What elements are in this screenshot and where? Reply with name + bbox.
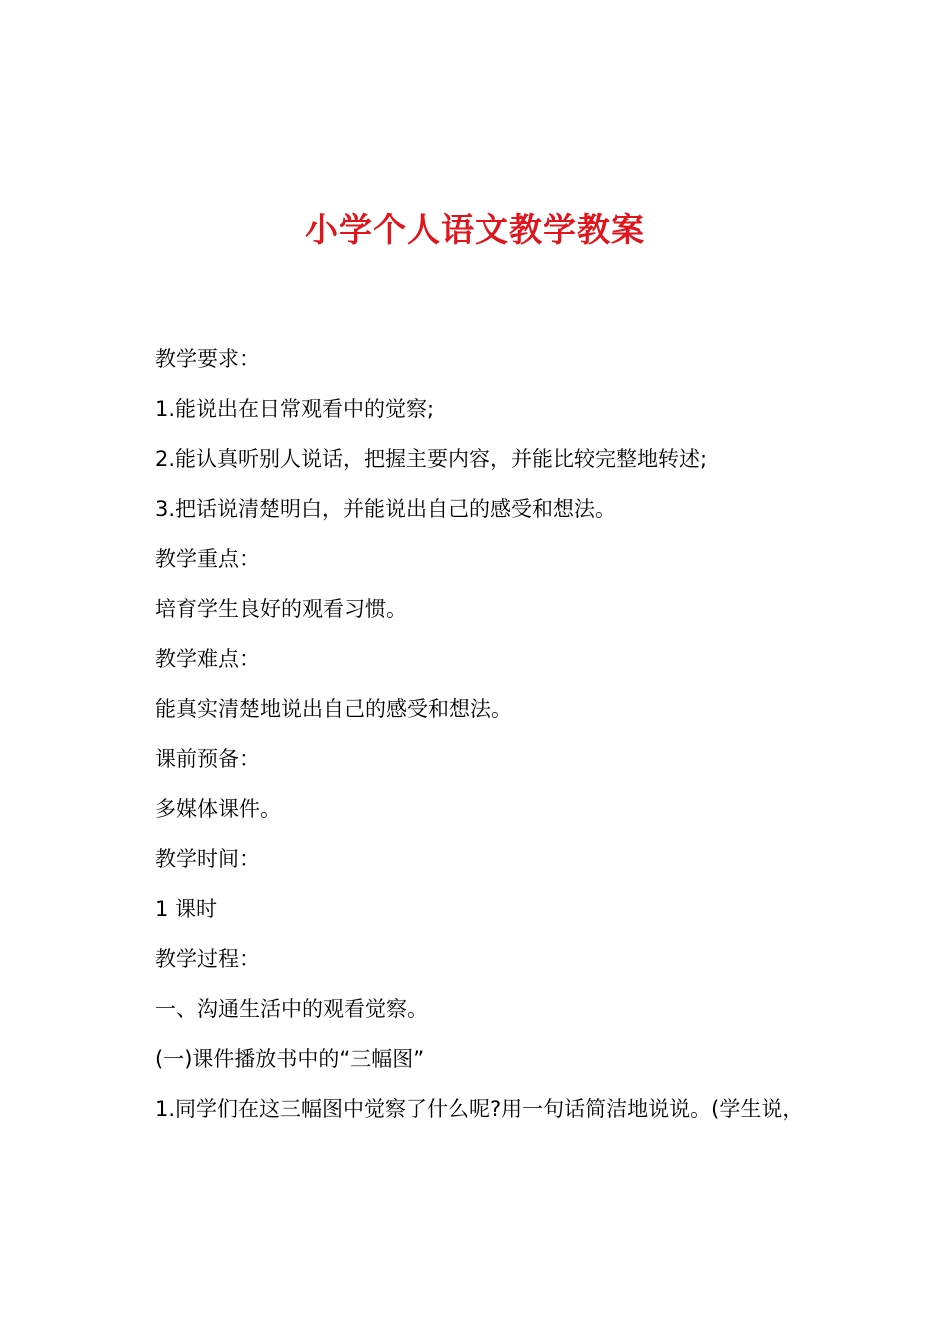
paragraph: (一)课件播放书中的“三幅图” <box>155 1047 425 1071</box>
paragraph: 1.同学们在这三幅图中觉察了什么呢?用一句话简洁地说说。(学生说， <box>155 1097 804 1121</box>
paragraph: 1.能说出在日常观看中的觉察; <box>155 397 435 421</box>
paragraph: 3.把话说清楚明白，并能说出自己的感受和想法。 <box>155 497 617 521</box>
paragraph: 培育学生良好的观看习惯。 <box>155 597 407 621</box>
section-heading-process: 教学过程： <box>155 947 260 971</box>
paragraph: 能真实清楚地说出自己的感受和想法。 <box>155 697 512 721</box>
section-heading-time: 教学时间： <box>155 847 260 871</box>
section-heading-requirements: 教学要求： <box>155 347 260 371</box>
document-title: 小学个人语文教学教案 <box>305 210 645 249</box>
section-heading-preparation: 课前预备： <box>155 747 260 771</box>
paragraph: 2.能认真听别人说话，把握主要内容，并能比较完整地转述; <box>155 447 708 471</box>
section-heading-difficulties: 教学难点： <box>155 647 260 671</box>
document-body <box>155 334 875 1134</box>
section-heading-key-points: 教学重点： <box>155 547 260 571</box>
paragraph: 一、沟通生活中的观看觉察。 <box>155 997 428 1021</box>
paragraph: 1 课时 <box>155 897 218 921</box>
paragraph: 多媒体课件。 <box>155 797 281 821</box>
